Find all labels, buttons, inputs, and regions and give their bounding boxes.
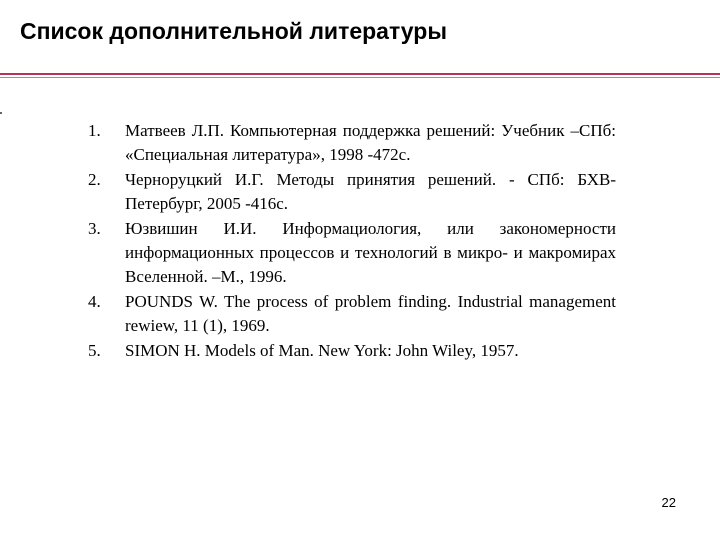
- reference-text: Черноруцкий И.Г. Методы принятия решений. - СПб: БХВ-Петербург, 2005 -416с.: [125, 169, 616, 214]
- reference-number: 4.: [88, 291, 101, 311]
- reference-item: [88, 339, 616, 363]
- reference-list: [88, 119, 616, 363]
- margin-mark: [0, 112, 2, 114]
- title-divider-top: [0, 73, 720, 75]
- reference-item: [88, 119, 616, 168]
- reference-text: SIMON H. Models of Man. New York: John Wiley, 1957.: [125, 340, 519, 360]
- reference-text: Юзвишин И.И. Информациология, или закономерности информационных процессов и технологий в микро- и макромирах Вселенной. –М., 1996.: [125, 218, 616, 287]
- reference-number: 2.: [88, 169, 101, 189]
- reference-number: 3.: [88, 218, 101, 238]
- title-divider-bottom: [0, 77, 720, 78]
- reference-item: [88, 290, 616, 339]
- page-number: 22: [661, 495, 676, 510]
- reference-item: [88, 217, 616, 290]
- reference-number: 5.: [88, 340, 101, 360]
- reference-item: [88, 168, 616, 217]
- reference-text: Матвеев Л.П. Компьютерная поддержка решений: Учебник –СПб: «Специальная литература», 1998 -472с.: [125, 121, 616, 165]
- reference-number: 1.: [88, 121, 101, 140]
- slide-title: Список дополнительной литературы: [20, 18, 447, 44]
- reference-text: POUNDS W. The process of problem finding. Industrial management rewiew, 11 (1), 1969.: [125, 291, 616, 336]
